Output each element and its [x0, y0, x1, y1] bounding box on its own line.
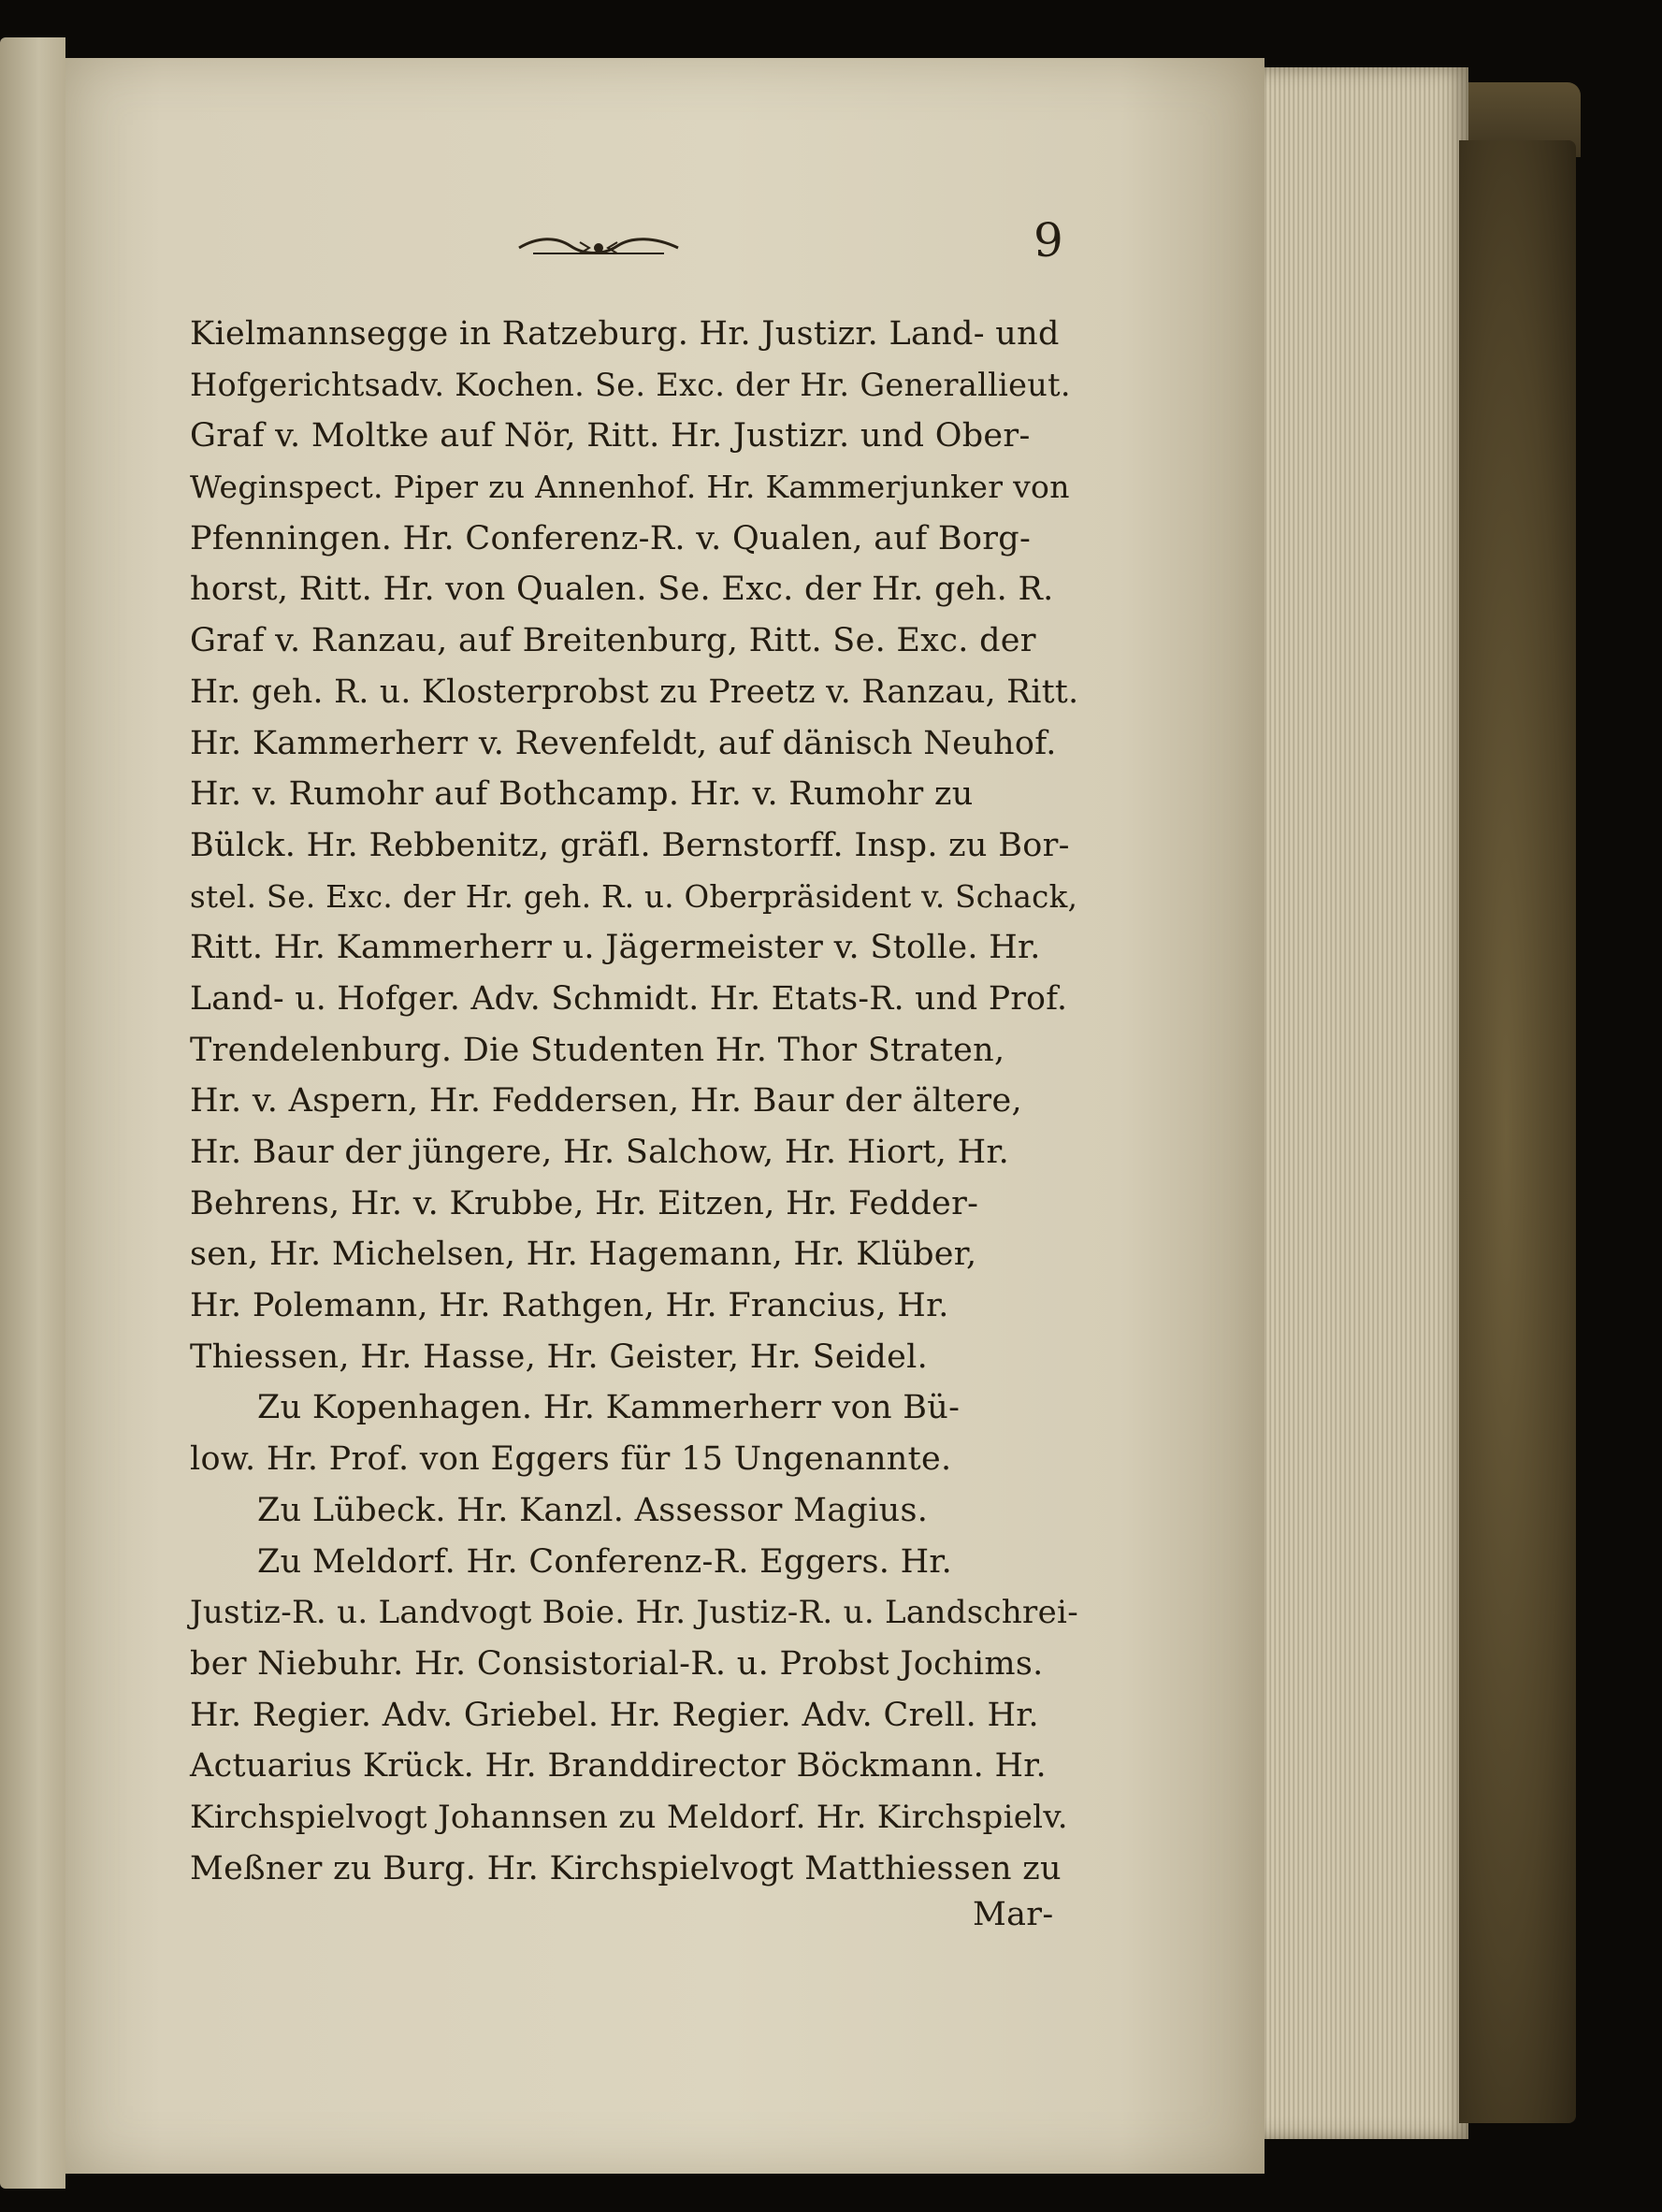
text-line: ber Niebuhr. Hr. Consistorial-R. u. Probst Jochims.	[190, 1644, 1044, 1683]
text-line: Hr. Kammerherr v. Revenfeldt, auf dänisch Neuhof.	[190, 724, 1057, 762]
page-number: 9	[1033, 213, 1063, 267]
text-line: Behrens, Hr. v. Krubbe, Hr. Eitzen, Hr. Fedder-	[190, 1184, 979, 1222]
text-line: Zu Kopenhagen. Hr. Kammerherr von Bü-	[257, 1389, 961, 1427]
page-edges	[1253, 67, 1468, 2139]
text-line: Hr. v. Rumohr auf Bothcamp. Hr. v. Rumohr zu	[190, 775, 974, 814]
text-line: Bülck. Hr. Rebbenitz, gräfl. Bernstorff. Insp. zu Bor-	[190, 826, 1070, 864]
text-line: Weginspect. Piper zu Annenhof. Hr. Kammerjunker von	[190, 469, 1070, 506]
text-line: Kirchspielvogt Johannsen zu Meldorf. Hr. Kirchspielv.	[190, 1798, 1068, 1836]
text-line: horst, Ritt. Hr. von Qualen. Se. Exc. der Hr. geh. R.	[190, 571, 1054, 609]
body-text	[190, 309, 1078, 1894]
text-line: Pfenningen. Hr. Conferenz-R. v. Qualen, auf Borg-	[190, 519, 1032, 557]
text-line: Hr. geh. R. u. Klosterprobst zu Preetz v. Ranzau, Ritt.	[190, 672, 1079, 711]
text-line: Graf v. Ranzau, auf Breitenburg, Ritt. Se. Exc. der	[190, 622, 1036, 660]
text-line: Land- u. Hofger. Adv. Schmidt. Hr. Etats-R. und Prof.	[190, 979, 1068, 1018]
text-line: Zu Lübeck. Hr. Kanzl. Assessor Magius.	[257, 1491, 929, 1529]
text-line: low. Hr. Prof. von Eggers für 15 Ungenannte.	[190, 1440, 952, 1479]
header-ornament	[514, 229, 683, 267]
text-line: stel. Se. Exc. der Hr. geh. R. u. Oberpräsident v. Schack,	[190, 878, 1078, 915]
text-line: Hr. v. Aspern, Hr. Feddersen, Hr. Baur der ältere,	[190, 1082, 1022, 1120]
text-line: sen, Hr. Michelsen, Hr. Hagemann, Hr. Klüber,	[190, 1236, 977, 1274]
catchword: Mar-	[973, 1896, 1054, 1933]
text-line: Ritt. Hr. Kammerherr u. Jägermeister v. Stolle. Hr.	[190, 929, 1041, 967]
text-line: Hr. Polemann, Hr. Rathgen, Hr. Francius, Hr.	[190, 1287, 949, 1325]
text-line: Hofgerichtsadv. Kochen. Se. Exc. der Hr. Generallieut.	[190, 366, 1071, 403]
text-line: Justiz-R. u. Landvogt Boie. Hr. Justiz-R. u. Landschrei-	[190, 1594, 1078, 1632]
text-line: Trendelenburg. Die Studenten Hr. Thor Straten,	[190, 1031, 1005, 1069]
text-line: Hr. Baur der jüngere, Hr. Salchow, Hr. Hiort, Hr.	[190, 1134, 1010, 1171]
text-line: Thiessen, Hr. Hasse, Hr. Geister, Hr. Seidel.	[190, 1337, 929, 1376]
text-line: Kielmannsegge in Ratzeburg. Hr. Justizr. Land- und	[190, 315, 1060, 353]
text-line: Zu Meldorf. Hr. Conferenz-R. Eggers. Hr.	[257, 1542, 953, 1581]
text-line: Hr. Regier. Adv. Griebel. Hr. Regier. Adv. Crell. Hr.	[190, 1696, 1039, 1734]
text-line: Meßner zu Burg. Hr. Kirchspielvogt Matthiessen zu	[190, 1849, 1062, 1887]
facing-page-edge	[0, 37, 65, 2189]
book-cover	[1459, 140, 1576, 2123]
text-line: Actuarius Krück. Hr. Branddirector Böckmann. Hr.	[190, 1747, 1047, 1786]
text-line: Graf v. Moltke auf Nör, Ritt. Hr. Justizr. und Ober-	[190, 417, 1031, 455]
